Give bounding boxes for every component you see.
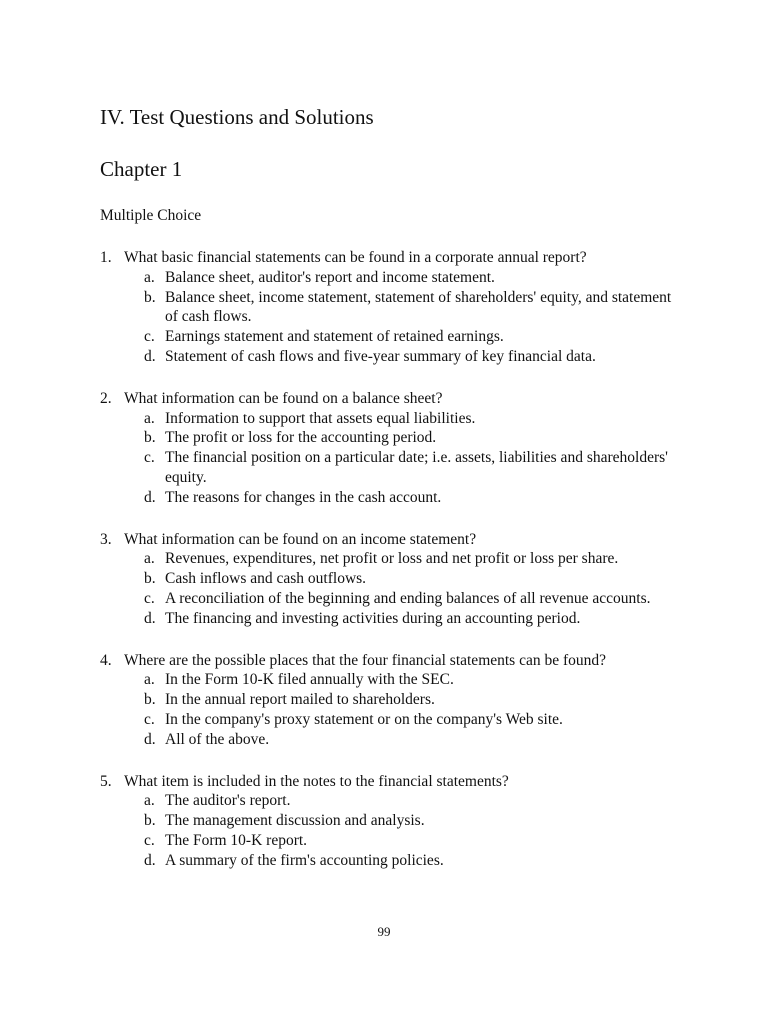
option-b bbox=[100, 428, 680, 448]
option-b bbox=[100, 288, 680, 328]
option-text: Balance sheet, auditor's report and income statement. bbox=[165, 268, 495, 286]
option-letter: c. bbox=[144, 449, 155, 467]
option-text: In the Form 10-K filed annually with the SEC. bbox=[165, 671, 454, 689]
option-text: Revenues, expenditures, net profit or loss and net profit or loss per share. bbox=[165, 550, 619, 568]
option-b bbox=[100, 690, 680, 710]
option-letter: b. bbox=[144, 429, 156, 447]
question-text: What basic financial statements can be found in a corporate annual report? bbox=[124, 249, 587, 266]
option-letter: c. bbox=[144, 831, 155, 849]
option-letter: d. bbox=[144, 851, 156, 869]
option-letter: b. bbox=[144, 691, 156, 709]
option-text: Cash inflows and cash outflows. bbox=[165, 570, 367, 588]
question-5-stem bbox=[100, 772, 680, 792]
option-text: All of the above. bbox=[165, 730, 270, 748]
option-letter: b. bbox=[144, 570, 156, 588]
option-text: Information to support that assets equal liabilities. bbox=[165, 409, 476, 427]
option-a bbox=[100, 409, 680, 429]
option-letter: b. bbox=[144, 812, 156, 830]
option-letter: d. bbox=[144, 347, 156, 365]
question-1 bbox=[100, 248, 680, 367]
option-text: The financial position on a particular date; i.e. assets, liabilities and shareholders' equity. bbox=[165, 449, 668, 486]
option-d bbox=[100, 730, 680, 750]
question-number: 5. bbox=[100, 772, 112, 790]
question-text: What information can be found on a balance sheet? bbox=[124, 389, 443, 407]
question-4 bbox=[100, 651, 680, 750]
option-letter: d. bbox=[144, 730, 156, 748]
option-letter: b. bbox=[144, 288, 156, 306]
question-4-stem bbox=[100, 651, 680, 671]
option-text: The auditor's report. bbox=[165, 792, 291, 810]
section-title: IV. Test Questions and Solutions bbox=[100, 105, 374, 129]
option-letter: c. bbox=[144, 589, 155, 607]
option-text: The management discussion and analysis. bbox=[165, 812, 425, 830]
question-2 bbox=[100, 389, 680, 508]
question-number: 4. bbox=[100, 651, 112, 669]
option-list bbox=[100, 791, 680, 870]
option-list bbox=[100, 670, 680, 749]
option-text: The profit or loss for the accounting period. bbox=[165, 429, 437, 447]
option-letter: a. bbox=[144, 550, 155, 568]
chapter-title: Chapter 1 bbox=[100, 157, 183, 181]
option-list bbox=[100, 268, 680, 367]
question-3 bbox=[100, 530, 680, 629]
option-d bbox=[100, 609, 680, 629]
option-d bbox=[100, 488, 680, 508]
option-text: The financing and investing activities during an accounting period. bbox=[165, 609, 581, 627]
question-number: 3. bbox=[100, 530, 112, 548]
question-text: What information can be found on an income statement? bbox=[124, 530, 477, 548]
option-text: In the annual report mailed to shareholders. bbox=[165, 691, 435, 709]
option-c bbox=[100, 831, 680, 851]
question-2-stem bbox=[100, 389, 680, 409]
question-1-stem bbox=[100, 248, 680, 268]
option-list bbox=[100, 549, 680, 628]
page-number: 99 bbox=[377, 924, 391, 939]
option-letter: a. bbox=[144, 409, 155, 427]
option-a bbox=[100, 670, 680, 690]
option-text: The reasons for changes in the cash account. bbox=[165, 488, 442, 506]
question-5 bbox=[100, 772, 680, 871]
option-b bbox=[100, 569, 680, 589]
option-b bbox=[100, 811, 680, 831]
option-text: A summary of the firm's accounting policies. bbox=[165, 851, 444, 869]
option-d bbox=[100, 851, 680, 871]
option-text: Statement of cash flows and five-year summary of key financial data. bbox=[165, 347, 596, 365]
option-text: Earnings statement and statement of retained earnings. bbox=[165, 328, 504, 346]
option-text: A reconciliation of the beginning and ending balances of all revenue accounts. bbox=[165, 589, 651, 607]
option-a bbox=[100, 791, 680, 811]
option-list bbox=[100, 409, 680, 508]
option-c bbox=[100, 448, 680, 488]
subsection-heading: Multiple Choice bbox=[100, 207, 202, 224]
option-a bbox=[100, 268, 680, 288]
option-letter: a. bbox=[144, 268, 155, 286]
option-text: The Form 10-K report. bbox=[165, 831, 308, 849]
option-letter: a. bbox=[144, 792, 155, 810]
option-letter: c. bbox=[144, 710, 155, 728]
option-c bbox=[100, 589, 680, 609]
option-d bbox=[100, 347, 680, 367]
option-a bbox=[100, 549, 680, 569]
option-text: In the company's proxy statement or on the company's Web site. bbox=[165, 710, 563, 728]
option-c bbox=[100, 327, 680, 347]
option-text: Balance sheet, income statement, statement of shareholders' equity, and statement of cash flows. bbox=[165, 288, 672, 326]
question-number: 1. bbox=[100, 249, 112, 266]
option-letter: a. bbox=[144, 671, 155, 689]
question-list bbox=[100, 248, 680, 893]
option-letter: d. bbox=[144, 609, 156, 627]
question-text: What item is included in the notes to the financial statements? bbox=[124, 772, 509, 790]
option-letter: d. bbox=[144, 488, 156, 506]
option-letter: c. bbox=[144, 328, 155, 346]
option-c bbox=[100, 710, 680, 730]
question-3-stem bbox=[100, 530, 680, 550]
question-text: Where are the possible places that the four financial statements can be found? bbox=[124, 651, 607, 669]
question-number: 2. bbox=[100, 389, 112, 407]
